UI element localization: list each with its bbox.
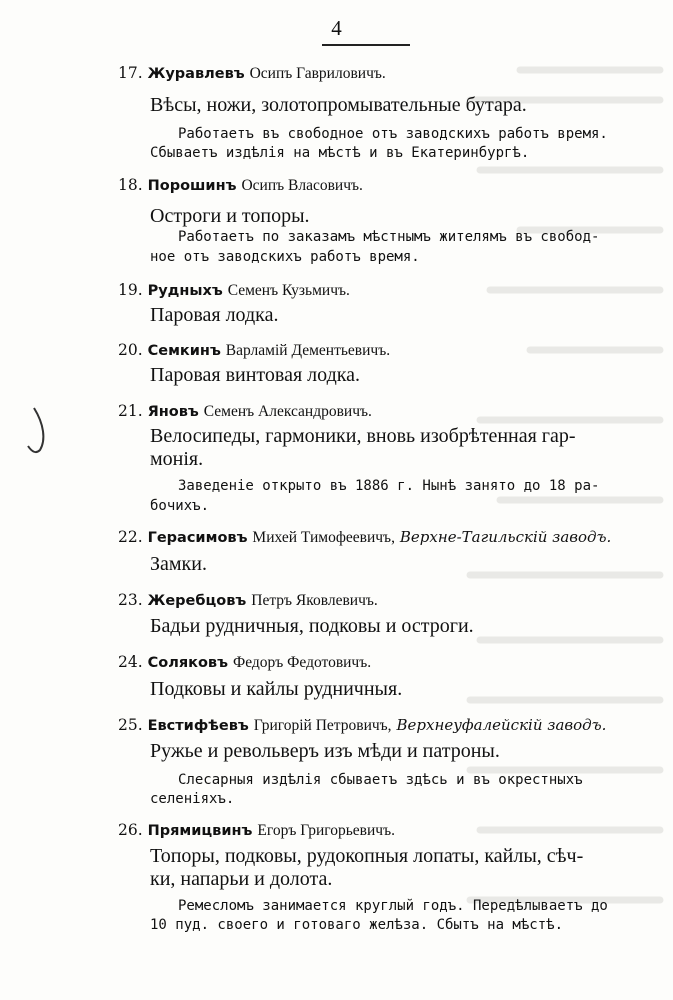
- entry-place: Верхне-Тагильскій заводъ.: [399, 528, 612, 546]
- entry-surname: Герасимовъ: [147, 530, 248, 546]
- entry-header-20: [118, 341, 390, 360]
- entry-note: Ремесломъ занимается круглый годъ. Передѣлываетъ до: [178, 898, 608, 914]
- entry-header-24: [118, 653, 371, 672]
- entry-surname: Яновъ: [147, 404, 199, 420]
- entry-header-25: [118, 716, 606, 735]
- entry-note: Работаетъ въ свободное отъ заводскихъ работъ время.: [178, 126, 608, 142]
- entry-given-name: Михей Тимофеевичъ,: [252, 529, 395, 546]
- entry-number: 24.: [118, 653, 143, 671]
- entry-note: Сбываетъ издѣлія на мѣстѣ и въ Екатеринбургѣ.: [150, 145, 530, 161]
- entry-surname: Порошинъ: [147, 178, 237, 194]
- entry-given-name: Семенъ Кузьмичъ.: [227, 282, 350, 299]
- entry-product: Бадьи рудничныя, подковы и остроги.: [150, 615, 474, 637]
- entry-given-name: Федоръ Федотовичъ.: [232, 654, 372, 671]
- entry-surname: Журавлевъ: [147, 66, 245, 82]
- entry-surname: Рудныхъ: [147, 283, 223, 299]
- entry-product: Топоры, подковы, рудокопныя лопаты, кайлы, сѣч-: [150, 845, 584, 867]
- entry-given-name: Григорій Петровичъ,: [253, 717, 392, 734]
- entry-surname: Семкинъ: [147, 343, 221, 359]
- entry-given-name: Петръ Яковлевичъ.: [251, 592, 378, 609]
- entry-product: ки, напарьи и долота.: [150, 868, 333, 890]
- entry-product: монія.: [150, 448, 204, 470]
- entry-given-name: Семенъ Александровичъ.: [203, 403, 372, 420]
- entry-note: ное отъ заводскихъ работъ время.: [150, 249, 420, 265]
- entry-note: Работаетъ по заказамъ мѣстнымъ жителямъ въ свобод-: [178, 229, 600, 245]
- entry-header-19: [118, 281, 350, 300]
- entry-note: селеніяхъ.: [150, 791, 235, 807]
- entry-note: бочихъ.: [150, 498, 210, 514]
- entry-number: 19.: [118, 281, 143, 299]
- pencil-check-mark: [22, 400, 62, 460]
- entry-product: Остроги и топоры.: [150, 205, 310, 227]
- entry-number: 22.: [118, 528, 143, 546]
- entry-header-22: [118, 528, 611, 547]
- entry-product: Паровая лодка.: [150, 304, 279, 326]
- entry-note: Слесарныя издѣлія сбываетъ здѣсь и въ окрестныхъ: [178, 772, 583, 788]
- entry-given-name: Осипъ Гавриловичъ.: [249, 65, 386, 82]
- entry-surname: Прямицвинъ: [147, 823, 253, 839]
- entry-place: Верхнеуфалейскій заводъ.: [396, 716, 607, 734]
- entry-product: Замки.: [150, 553, 207, 575]
- entry-header-18: [118, 176, 363, 195]
- entry-header-17: [118, 64, 386, 83]
- entry-header-26: [118, 821, 395, 840]
- entry-product: Подковы и кайлы рудничныя.: [150, 678, 403, 700]
- entry-header-23: [118, 591, 378, 610]
- entry-note: Заведеніе открыто въ 1886 г. Нынѣ занято до 18 ра-: [178, 478, 600, 494]
- page-number: 4: [331, 16, 342, 40]
- entry-note: 10 пуд. своего и готоваго желѣза. Сбытъ на мѣстѣ.: [150, 917, 564, 933]
- entry-number: 21.: [118, 402, 143, 420]
- entry-product: Паровая винтовая лодка.: [150, 364, 361, 386]
- entry-number: 23.: [118, 591, 143, 609]
- entry-number: 18.: [118, 176, 143, 194]
- entry-surname: Жеребцовъ: [147, 593, 247, 609]
- entry-product: Ружье и револьверъ изъ мѣди и патроны.: [150, 740, 500, 762]
- entry-given-name: Варламій Дементьевичъ.: [225, 342, 391, 359]
- entry-surname: Евстифѣевъ: [147, 718, 249, 734]
- entry-number: 17.: [118, 64, 143, 82]
- header-rule: [322, 44, 410, 46]
- entry-product: Велосипеды, гармоники, вновь изобрѣтенная гар-: [150, 425, 576, 447]
- entry-number: 25.: [118, 716, 143, 734]
- entry-given-name: Осипъ Власовичъ.: [241, 177, 363, 194]
- entry-given-name: Егоръ Григорьевичъ.: [257, 822, 395, 839]
- entry-header-21: [118, 402, 372, 421]
- entry-number: 20.: [118, 341, 143, 359]
- entry-surname: Соляковъ: [147, 655, 229, 671]
- entry-number: 26.: [118, 821, 143, 839]
- entry-product: Вѣсы, ножи, золотопромывательные бутара.: [150, 94, 527, 116]
